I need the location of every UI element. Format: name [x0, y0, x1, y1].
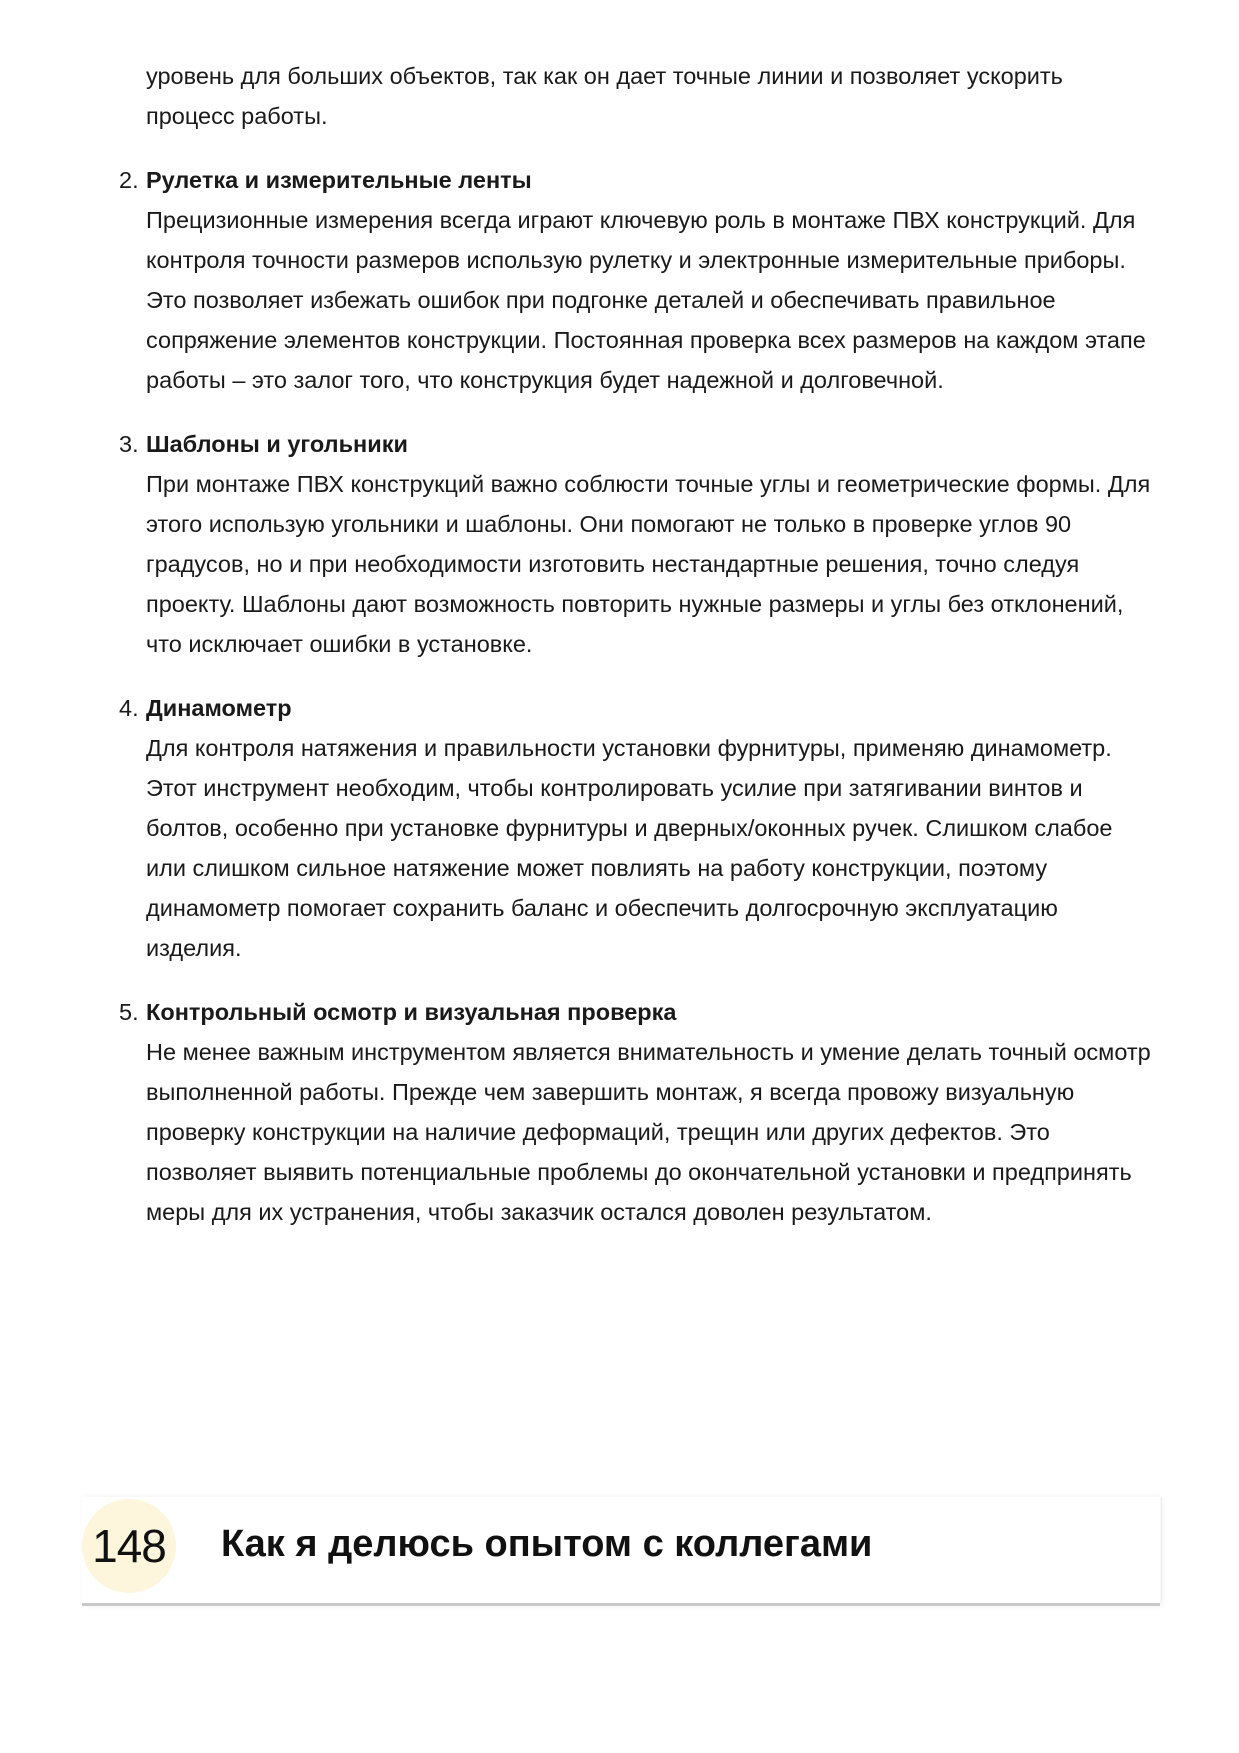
document-body [119, 56, 1156, 1256]
section-title: Как я делюсь опытом с коллегами [221, 1523, 873, 1565]
item-number: 4. [119, 695, 139, 721]
tools-list [119, 160, 1156, 1232]
item-number: 5. [119, 999, 139, 1025]
item-text: При монтаже ПВХ конструкций важно соблюсти точные углы и геометрические формы. Для этого использую угольники и шаблоны. Они помогают не только в проверке углов 90 градусов, но и при необходимости изготовить нестандартные решения, точно следуя проекту. Шаблоны дают возможность повторить нужные размеры и углы без отклонений, что исключает ошибки в установке. [146, 471, 1151, 657]
list-item [119, 688, 1156, 968]
page-number-badge: 148 [82, 1499, 176, 1593]
item-number: 2. [119, 167, 139, 193]
intro-paragraph: уровень для больших объектов, так как он дает точные линии и позволяет ускорить процесс работы. [146, 63, 1063, 129]
item-number: 3. [119, 431, 139, 457]
list-item [119, 424, 1156, 664]
item-text: Для контроля натяжения и правильности установки фурнитуры, применяю динамометр. Этот инструмент необходим, чтобы контролировать усилие при затягивании винтов и болтов, особенно при установке фурнитуры и дверных/оконных ручек. Слишком слабое или слишком сильное натяжение может повлиять на работу конструкции, поэтому динамометр помогает сохранить баланс и обеспечить долгосрочную эксплуатацию изделия. [146, 735, 1113, 961]
item-title: Контрольный осмотр и визуальная проверка [146, 999, 677, 1025]
item-title: Динамометр [146, 695, 292, 721]
list-item [119, 992, 1156, 1232]
list-item [119, 160, 1156, 400]
section-header [82, 1497, 1160, 1606]
item-title: Рулетка и измерительные ленты [146, 167, 532, 193]
item-text: Не менее важным инструментом является внимательность и умение делать точный осмотр выполненной работы. Прежде чем завершить монтаж, я всегда провожу визуальную проверку конструкции на наличие деформаций, трещин или других дефектов. Это позволяет выявить потенциальные проблемы до окончательной установки и предпринять меры для их устранения, чтобы заказчик остался доволен результатом. [146, 1039, 1151, 1225]
item-text: Прецизионные измерения всегда играют ключевую роль в монтаже ПВХ конструкций. Для контроля точности размеров использую рулетку и электронные измерительные приборы. Это позволяет избежать ошибок при подгонке деталей и обеспечивать правильное сопряжение элементов конструкции. Постоянная проверка всех размеров на каждом этапе работы – это залог того, что конструкция будет надежной и долговечной. [146, 207, 1146, 393]
item-title: Шаблоны и угольники [146, 431, 408, 457]
